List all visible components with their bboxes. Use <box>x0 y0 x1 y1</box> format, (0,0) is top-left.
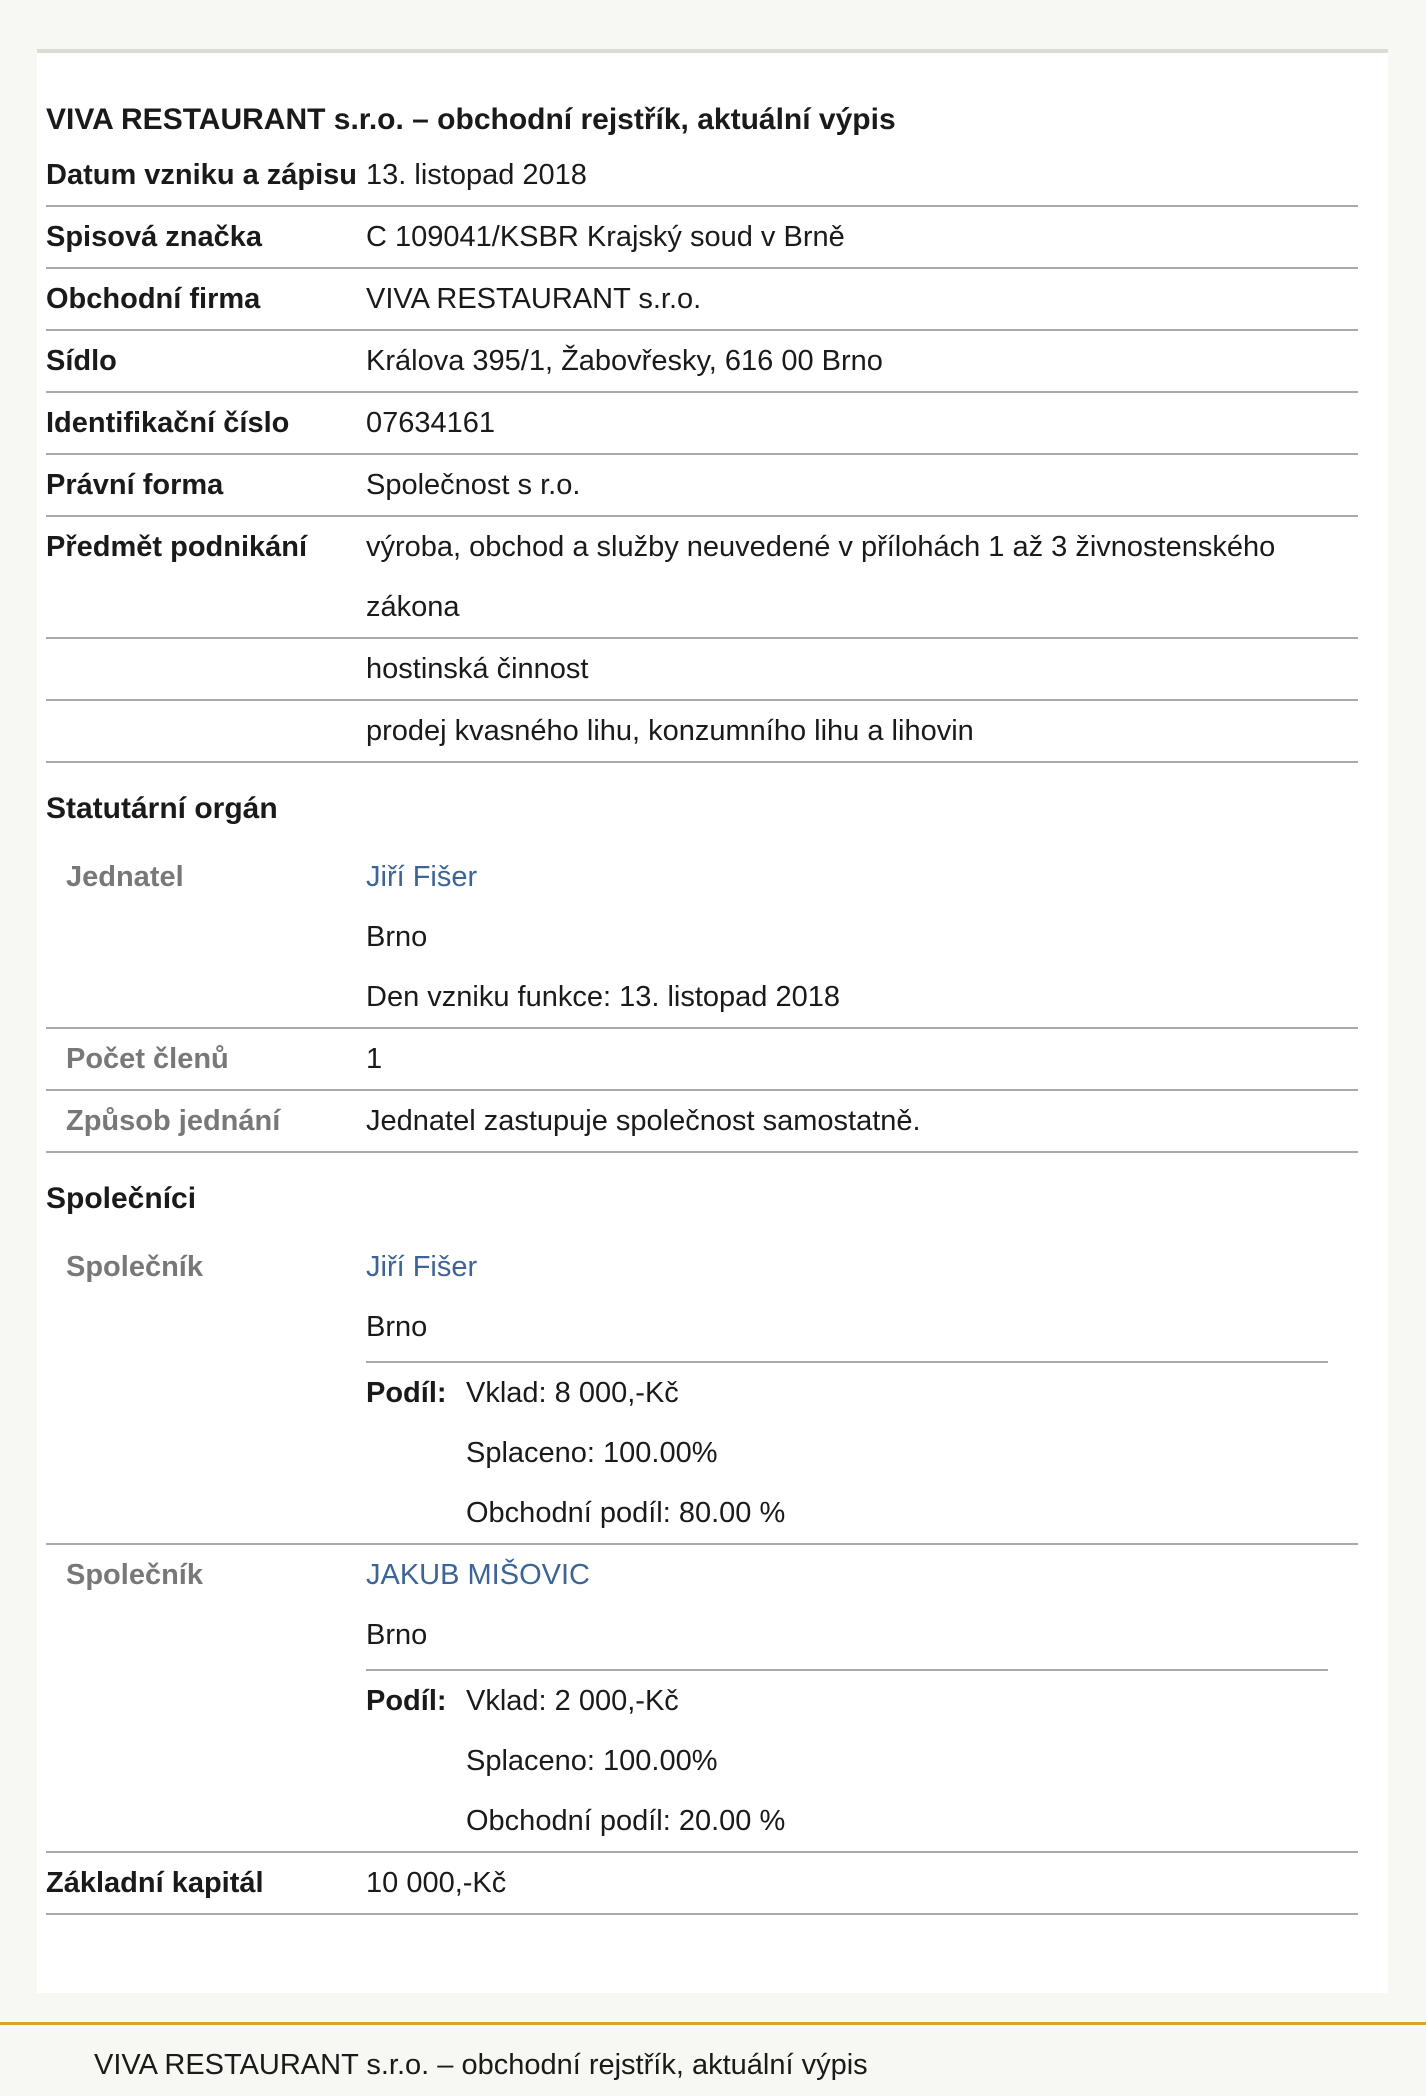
spolecnik-1-share <box>366 1361 1328 1543</box>
value-predmet-podnikani-2: hostinská činnost <box>366 653 589 685</box>
spolecnik-2-share-label: Podíl: <box>366 1685 447 1717</box>
row-obchodni-firma <box>46 269 1358 331</box>
spolecnik-1-splaceno: Splaceno: 100.00% <box>466 1437 718 1469</box>
row-zpusob-jednani <box>46 1091 1358 1153</box>
row-predmet-podnikani-3 <box>46 701 1358 763</box>
row-datum-vzniku <box>46 145 1358 207</box>
row-spisova-znacka <box>46 207 1358 269</box>
page-title: VIVA RESTAURANT s.r.o. – obchodní rejstřík, aktuální výpis <box>46 103 896 136</box>
label-empty <box>46 701 366 761</box>
label-spolecnik-2: Společník <box>66 1559 203 1591</box>
spolecnik-2-share <box>366 1669 1328 1851</box>
jednatel-name-link[interactable]: Jiří Fišer <box>366 861 478 893</box>
registry-card <box>37 49 1388 1993</box>
value-obchodni-firma: VIVA RESTAURANT s.r.o. <box>366 283 702 315</box>
value-zpusob-jednani: Jednatel zastupuje společnost samostatně. <box>366 1105 921 1137</box>
spolecnik-2-splaceno: Splaceno: 100.00% <box>466 1745 718 1777</box>
value-pravni-forma: Společnost s r.o. <box>366 469 581 501</box>
spolecnik-2-details <box>366 1545 1358 1851</box>
value-zakladni-kapital: 10 000,-Kč <box>366 1867 507 1899</box>
jednatel-since: Den vzniku funkce: 13. listopad 2018 <box>366 981 840 1013</box>
row-jednatel <box>46 847 1358 1029</box>
value-predmet-podnikani-3: prodej kvasného lihu, konzumního lihu a lihovin <box>366 715 974 747</box>
jednatel-details <box>366 847 1358 1027</box>
label-obchodni-firma: Obchodní firma <box>46 283 261 315</box>
label-datum-vzniku: Datum vzniku a zápisu <box>46 159 358 191</box>
row-zakladni-kapital <box>46 1853 1358 1915</box>
spolecnik-2-vklad: Vklad: 2 000,-Kč <box>466 1685 679 1717</box>
label-identifikacni-cislo: Identifikační číslo <box>46 407 290 439</box>
row-pocet-clenu <box>46 1029 1358 1091</box>
spolecnik-2-share-values <box>466 1671 1328 1851</box>
value-predmet-podnikani-1: výroba, obchod a služby neuvedené v přílohách 1 až 3 živnostenského zákona <box>366 531 1276 623</box>
section-spolecnici: Společníci <box>46 1182 197 1215</box>
label-sidlo: Sídlo <box>46 345 117 377</box>
spolecnik-1-details <box>366 1237 1358 1543</box>
value-sidlo: Králova 395/1, Žabovřesky, 616 00 Brno <box>366 345 883 377</box>
spolecnik-1-podil: Obchodní podíl: 80.00 % <box>466 1497 786 1529</box>
row-pravni-forma <box>46 455 1358 517</box>
spolecnik-2-city: Brno <box>366 1619 428 1651</box>
jednatel-city: Brno <box>366 921 428 953</box>
footer-title: VIVA RESTAURANT s.r.o. – obchodní rejstřík, aktuální výpis <box>94 2049 868 2081</box>
spolecnik-2-podil: Obchodní podíl: 20.00 % <box>466 1805 786 1837</box>
value-identifikacni-cislo: 07634161 <box>366 407 496 439</box>
spolecnik-1-share-values <box>466 1363 1328 1543</box>
label-zpusob-jednani: Způsob jednání <box>66 1105 281 1137</box>
label-pravni-forma: Právní forma <box>46 469 224 501</box>
section-statutarni-organ: Statutární orgán <box>46 792 278 825</box>
row-identifikacni-cislo <box>46 393 1358 455</box>
spolecnik-1-vklad: Vklad: 8 000,-Kč <box>466 1377 679 1409</box>
value-pocet-clenu: 1 <box>366 1043 383 1075</box>
row-predmet-podnikani-1 <box>46 517 1358 639</box>
footer-divider <box>0 2022 1426 2025</box>
row-sidlo <box>46 331 1358 393</box>
spolecnik-1-city: Brno <box>366 1311 428 1343</box>
value-spisova-znacka: C 109041/KSBR Krajský soud v Brně <box>366 221 845 253</box>
row-spolecnik-1 <box>46 1237 1358 1545</box>
label-spisova-znacka: Spisová značka <box>46 221 262 253</box>
label-predmet-podnikani: Předmět podnikání <box>46 531 308 563</box>
row-predmet-podnikani-2 <box>46 639 1358 701</box>
label-spolecnik-1: Společník <box>66 1251 203 1283</box>
row-spolecnik-2 <box>46 1545 1358 1853</box>
spolecnik-1-share-label: Podíl: <box>366 1377 447 1409</box>
label-zakladni-kapital: Základní kapitál <box>46 1867 264 1899</box>
spolecnik-2-name-link[interactable]: JAKUB MIŠOVIC <box>366 1559 590 1591</box>
label-empty <box>46 639 366 699</box>
registry-content <box>46 95 1358 1915</box>
label-jednatel: Jednatel <box>66 861 184 893</box>
label-pocet-clenu: Počet členů <box>66 1043 229 1075</box>
spolecnik-1-name-link[interactable]: Jiří Fišer <box>366 1251 478 1283</box>
value-datum-vzniku: 13. listopad 2018 <box>366 159 587 191</box>
